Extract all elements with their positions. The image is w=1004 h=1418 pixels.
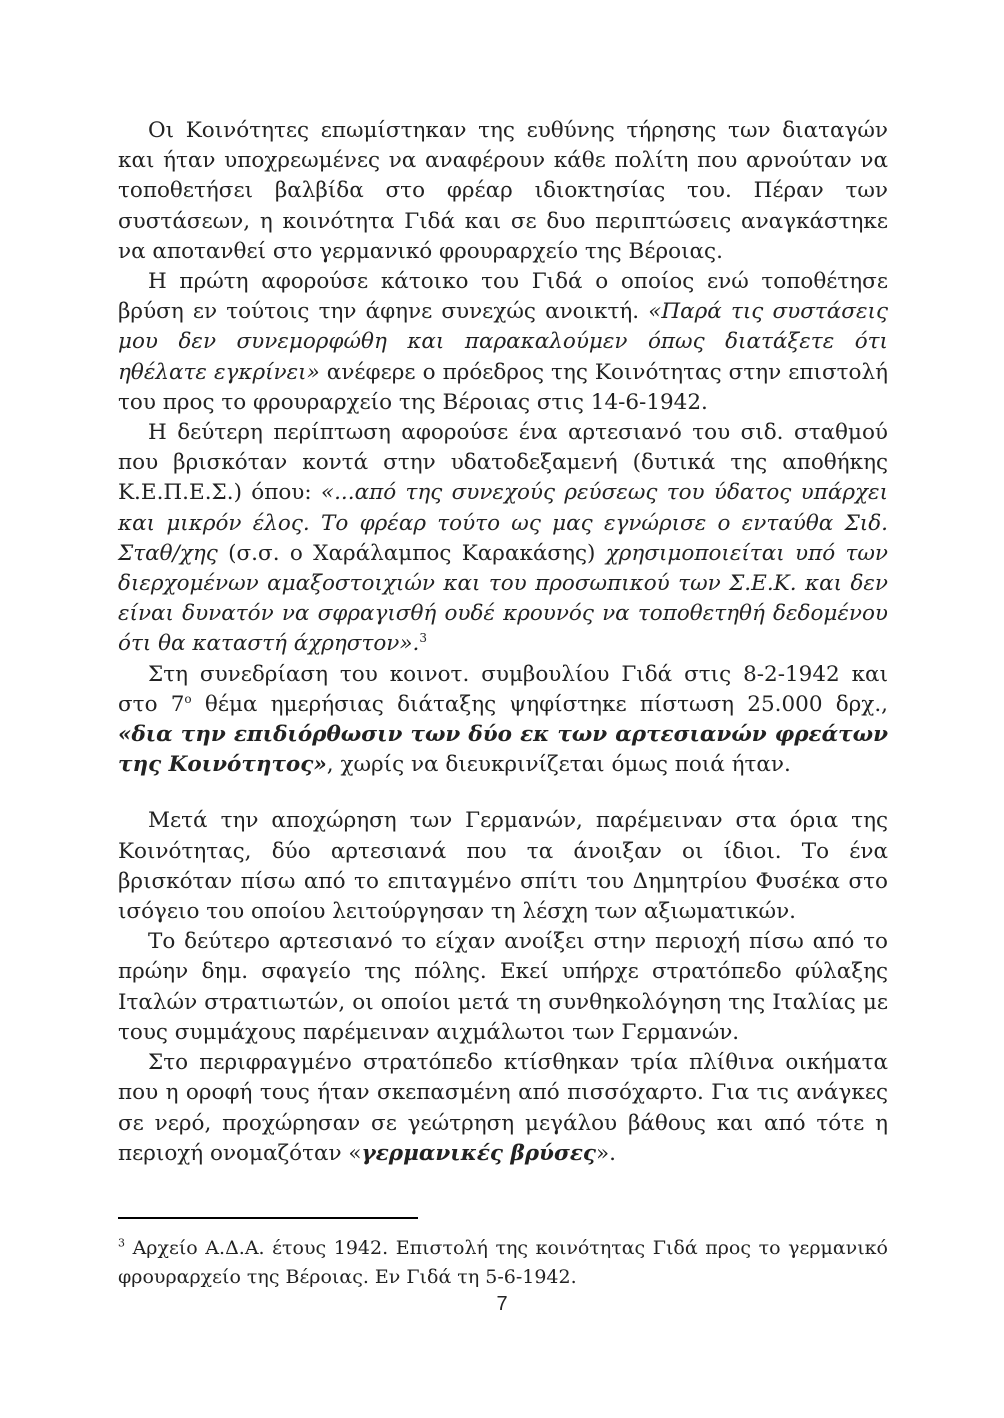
paragraph-5-text: Μετά την αποχώρηση των Γερμανών, παρέμειναν στα όρια της Κοινότητας, δύο αρτεσιανά που τα άνοιξαν οι ίδιοι. Το ένα βρισκόταν πίσω από το επιταγμένο σπίτι του Δημητρίου Φυσέκα στο ισόγειο του οποίου λειτούργησαν τη λέσχη των αξιωματικών.	[118, 808, 888, 925]
paragraph-3-text-a: Η δεύτερη περίπτωση αφορούσε ένα αρτεσιανό του σιδ. σταθμού που βρισκόταν κοντά στην υδατοδεξαμενή (δυτικά της αποθήκης Κ.Ε.Π.Ε.Σ.) όπου:	[118, 420, 888, 506]
paragraph-1-text: Οι Κοινότητες επωμίστηκαν της ευθύνης τήρησης των διαταγών και ήταν υποχρεωμένες να αναφέρουν κάθε πολίτη που αρνούταν να τοποθετήσει βαλβίδα στο φρέαρ ιδιοκτησίας του. Πέραν των συστάσεων, η κοινότητα Γιδά και σε δυο περιπτώσεις αναγκάστηκε να αποτανθεί στο γερμανικό φρουραρχείο της Βέροιας.	[118, 118, 888, 264]
paragraph-2-text-c: ανέφερε ο πρόεδρος της Κοινότητας στην επιστολή του προς το φρουραρχείο της Βέροιας στις 14-6-1942.	[118, 359, 888, 415]
footnote-reference[interactable]: 3	[419, 631, 427, 646]
paragraph-3-quote-2: χρησιμοποιείται υπό των διερχομένων αμαξοστοιχιών και του προσωπικού των Σ.Ε.Κ. και δεν είναι δυνατόν να σφραγισθή ουδέ κρουνός να τοποθετηθή δεδομένου ότι θα καταστή άχρηστον».	[118, 540, 888, 657]
footnote-number: 3	[118, 1236, 125, 1250]
paragraph-2	[118, 267, 888, 418]
paragraph-2-text-a: Η πρώτη αφορούσε κάτοικο του Γιδά ο οποίος ενώ τοποθέτησε βρύση εν τούτοις την άφηνε συνεχώς ανοικτή.	[118, 269, 888, 325]
page-number: 7	[496, 1293, 508, 1315]
footnote-divider	[118, 1217, 418, 1219]
paragraph-2-quote: «Παρά τις συστάσεις μου δεν συνεμορφώθη και παρακαλούμεν όπως διατάξετε ότι ηθέλατε εγκρίνει»	[118, 299, 888, 385]
paragraph-7-text-c: ».	[595, 1140, 616, 1166]
paragraph-3-quote-1: «...από της συνεχούς ρεύσεως του ύδατος υπάρχει και μικρόν έλος. Το φρέαρ τούτο ως μας εγνώρισε ο ενταύθα Σιδ. Σταθ/χης	[118, 480, 888, 566]
paragraph-7	[118, 1048, 888, 1169]
paragraph-1	[118, 116, 888, 267]
paragraph-4-text-a: Στη συνεδρίαση του κοινοτ. συμβουλίου Γιδά στις 8-2-1942 και στο 7	[118, 661, 888, 717]
paragraph-4	[118, 660, 888, 781]
paragraph-6	[118, 927, 888, 1048]
paragraph-4-text-d: , χωρίς να διευκρινίζεται όμως ποιά ήταν.	[326, 752, 791, 778]
paragraph-6-text: Το δεύτερο αρτεσιανό το είχαν ανοίξει στην περιοχή πίσω από το πρώην δημ. σφαγείο της πόλης. Εκεί υπήρχε στρατόπεδο φύλαξης Ιταλών στρατιωτών, οι οποίοι μετά τη συνθηκολόγηση της Ιταλίας με τους συμμάχους παρέμειναν αιχμάλωτοι των Γερμανών.	[118, 929, 888, 1045]
paragraph-3	[118, 418, 888, 660]
footnote-text: Αρχείο Α.Δ.Α. έτους 1942. Επιστολή της κοινότητας Γιδά προς το γερμανικό φρουραρχείο της Βέροιας. Εν Γιδά τη 5-6-1942.	[118, 1237, 888, 1288]
paragraph-3-text-c: (σ.σ. ο Χαράλαμπος Καρακάσης)	[217, 540, 606, 566]
paragraph-4-quote: «δια την επιδιόρθωσιν των δύο εκ των αρτεσιανών φρεάτων της Κοινότητος»	[118, 722, 888, 778]
paragraph-4-text-b: θέμα ημερήσιας διάταξης ψηφίστηκε πίστωση 25.000 δρχ.,	[191, 691, 888, 717]
footnote	[118, 1234, 888, 1292]
paragraph-7-text-a: Στο περιφραγμένο στρατόπεδο κτίσθηκαν τρία πλίθινα οικήματα που η οροφή τους ήταν σκεπασμένη από πισσόχαρτο. Για τις ανάγκες σε νερό, προχώρησαν σε γεώτρηση μεγάλου βάθους και από τότε η περιοχή ονομαζόταν «	[118, 1050, 888, 1166]
paragraph-7-emphasis: γερμανικές βρύσες	[361, 1140, 596, 1166]
paragraph-5	[118, 806, 888, 927]
section-gap	[118, 780, 888, 806]
document-body	[118, 116, 888, 1169]
ordinal-superscript: ο	[184, 691, 192, 706]
